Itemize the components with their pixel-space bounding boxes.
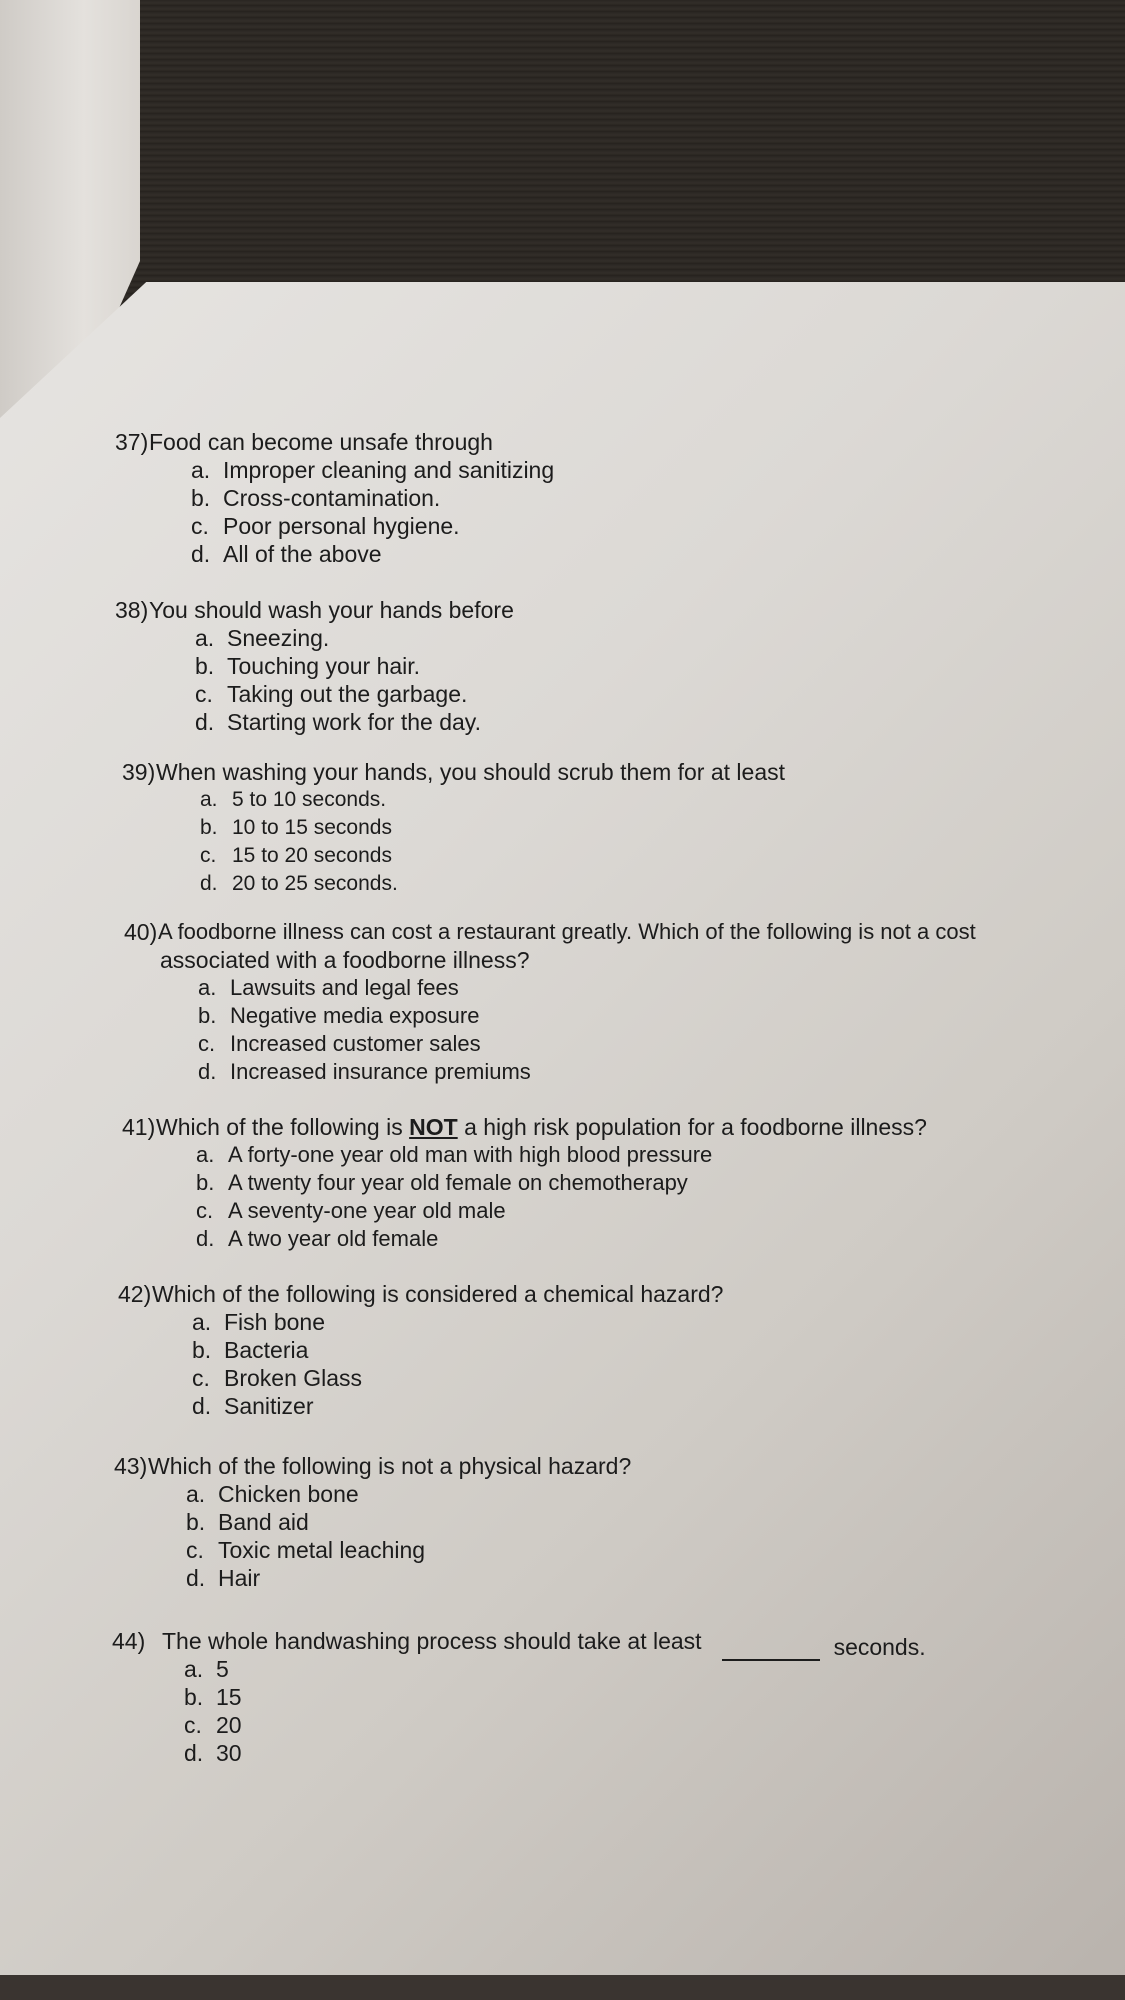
question-41 (122, 1113, 927, 1253)
answer-option: b. Cross-contamination. (191, 485, 441, 511)
answer-option: c. Poor personal hygiene. (191, 513, 460, 539)
answer-option: d. Hair (186, 1565, 261, 1591)
answer-option: a. Sneezing. (195, 625, 330, 651)
answer-option: b. Negative media exposure (198, 1003, 480, 1028)
answer-option: c. 20 (184, 1712, 242, 1738)
answer-option: d. All of the above (191, 541, 382, 567)
answer-option: a. Lawsuits and legal fees (198, 975, 459, 1000)
answer-option: d. A two year old female (196, 1226, 439, 1251)
answer-option: c. A seventy-one year old male (196, 1198, 506, 1223)
answer-option: a. 5 (184, 1656, 229, 1682)
question-number: 37) (115, 429, 149, 455)
answer-option: b. Band aid (186, 1509, 309, 1535)
answer-option: c. Toxic metal leaching (186, 1537, 426, 1563)
question-37 (115, 428, 554, 568)
question-40 (124, 918, 976, 1086)
answer-option: d. 20 to 25 seconds. (200, 872, 398, 895)
answer-option: a. A forty-one year old man with high blood pressure (196, 1142, 713, 1167)
question-text: The whole handwashing process should take at least seconds. (162, 1628, 926, 1660)
question-text-continued: associated with a foodborne illness? (160, 947, 530, 973)
question-number: 42) (118, 1281, 152, 1307)
answer-option: d. Increased insurance premiums (198, 1059, 531, 1084)
answer-option: b. 10 to 15 seconds (200, 816, 392, 839)
answer-option: a. 5 to 10 seconds. (200, 788, 387, 811)
answer-option: a. Improper cleaning and sanitizing (191, 457, 555, 483)
question-number: 41) (122, 1114, 156, 1140)
answer-option: c. Increased customer sales (198, 1031, 481, 1056)
question-44 (112, 1627, 926, 1767)
question-number: 38) (115, 597, 149, 623)
question-number: 44) (112, 1628, 146, 1654)
answer-option: d. Sanitizer (192, 1393, 314, 1419)
question-number: 39) (122, 759, 156, 785)
answer-option: b. A twenty four year old female on chemotherapy (196, 1170, 688, 1195)
question-text: Which of the following is considered a chemical hazard? (152, 1281, 724, 1307)
question-text: Which of the following is not a physical hazard? (148, 1453, 632, 1479)
question-43 (114, 1452, 631, 1592)
question-text: Which of the following is NOT a high risk population for a foodborne illness? (156, 1114, 927, 1140)
question-text: Food can become unsafe through (149, 429, 493, 455)
answer-blank (722, 1637, 820, 1661)
answer-option: b. Touching your hair. (195, 653, 421, 679)
answer-option: d. Starting work for the day. (195, 709, 481, 735)
answer-option: c. 15 to 20 seconds (200, 844, 392, 867)
answer-option: b. Bacteria (192, 1337, 309, 1363)
question-number: 40) (124, 919, 158, 945)
answer-option: d. 30 (184, 1740, 242, 1766)
question-number: 43) (114, 1453, 148, 1479)
question-text: You should wash your hands before (149, 597, 514, 623)
question-39 (122, 758, 785, 898)
question-text: When washing your hands, you should scrub them for at least (156, 759, 786, 785)
answer-option: c. Taking out the garbage. (195, 681, 468, 707)
answer-option: b. 15 (184, 1684, 242, 1710)
answer-option: c. Broken Glass (192, 1365, 363, 1391)
answer-option: a. Chicken bone (186, 1481, 359, 1507)
question-42 (118, 1280, 723, 1420)
question-text: A foodborne illness can cost a restaurant greatly. Which of the following is not a cost (158, 919, 976, 944)
question-38 (115, 596, 514, 736)
emphasis-not: NOT (409, 1114, 458, 1140)
answer-option: a. Fish bone (192, 1309, 326, 1335)
